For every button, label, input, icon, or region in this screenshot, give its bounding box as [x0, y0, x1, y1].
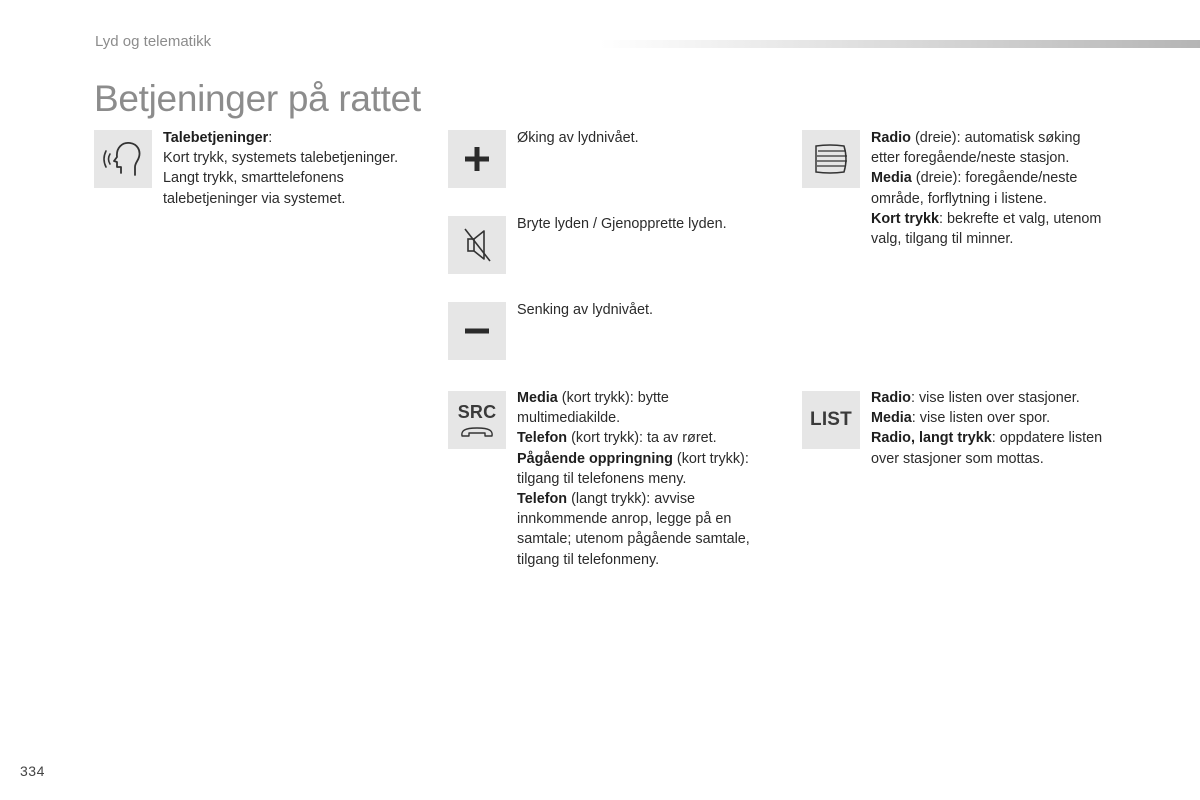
- description-line: multimediakilde.: [517, 410, 621, 427]
- mute-speaker-icon: [448, 216, 506, 274]
- voice-command-icon: [94, 130, 152, 188]
- description-line: Media (dreie): foregående/neste: [871, 170, 1078, 187]
- plus-icon: [448, 130, 506, 188]
- description-term: Media: [517, 390, 558, 406]
- page-number: 334: [20, 763, 45, 779]
- description-term: Radio: [871, 130, 911, 146]
- minus-icon: [448, 302, 506, 360]
- description-term: Radio: [871, 390, 911, 406]
- mute-description: [517, 214, 787, 234]
- description-term: Pågående oppringning: [517, 450, 673, 467]
- header-bar: [600, 40, 1200, 48]
- src-phone-icon: [448, 391, 506, 449]
- description-line: Media (kort trykk): bytte: [517, 390, 669, 406]
- description-line: Radio, langt trykk: oppdatere listen: [871, 430, 1103, 447]
- src-label: SRC: [457, 401, 497, 422]
- description-line: Kort trykk, systemets talebetjeninger.: [163, 150, 399, 167]
- description-line: valg, tilgang til minner.: [871, 231, 1014, 248]
- description-line: Media: vise listen over spor.: [871, 410, 1051, 427]
- description-line: Telefon (kort trykk): ta av røret.: [517, 430, 717, 447]
- description-line: Senking av lydnivået.: [517, 302, 653, 318]
- description-line: Talebetjeninger:: [163, 130, 273, 146]
- thumbwheel-description: [871, 128, 1161, 249]
- description-term: Telefon: [517, 491, 568, 508]
- volume-up-description: [517, 128, 787, 148]
- description-line: talebetjeninger via systemet.: [163, 190, 346, 207]
- description-line: Radio: vise listen over stasjoner.: [871, 390, 1080, 406]
- description-term: Talebetjeninger: [163, 130, 269, 146]
- description-term: Kort trykk: [871, 210, 939, 227]
- list-icon: [802, 391, 860, 449]
- description-line: Langt trykk, smarttelefonens: [163, 170, 344, 187]
- description-line: tilgang til telefonens meny.: [517, 470, 687, 487]
- list-label: LIST: [810, 409, 852, 430]
- description-line: Kort trykk: bekrefte et valg, utenom: [871, 210, 1102, 227]
- description-line: Telefon (langt trykk): avvise: [517, 491, 696, 508]
- description-term: Radio, langt trykk: [871, 430, 992, 447]
- description-line: område, forflytning i listene.: [871, 190, 1047, 207]
- description-term: Media: [871, 170, 912, 187]
- page-title: Betjeninger på rattet: [94, 78, 421, 119]
- description-line: Radio (dreie): automatisk søking: [871, 130, 1081, 146]
- description-line: Øking av lydnivået.: [517, 130, 639, 146]
- voice-command-description: [163, 128, 433, 209]
- src-description: [517, 388, 792, 570]
- description-line: Pågående oppringning (kort trykk):: [517, 450, 749, 467]
- list-description: [871, 388, 1161, 469]
- thumbwheel-icon: [802, 130, 860, 188]
- description-line: over stasjoner som mottas.: [871, 450, 1044, 467]
- description-term: Media: [871, 410, 912, 427]
- description-line: samtale; utenom pågående samtale,: [517, 531, 750, 548]
- description-term: Telefon: [517, 430, 568, 447]
- section-label: Lyd og telematikk: [95, 33, 212, 50]
- description-line: tilgang til telefonmeny.: [517, 551, 660, 568]
- description-line: Bryte lyden / Gjenopprette lyden.: [517, 216, 727, 232]
- description-line: innkommende anrop, legge på en: [517, 511, 732, 528]
- description-line: etter foregående/neste stasjon.: [871, 150, 1070, 167]
- volume-down-description: [517, 300, 787, 320]
